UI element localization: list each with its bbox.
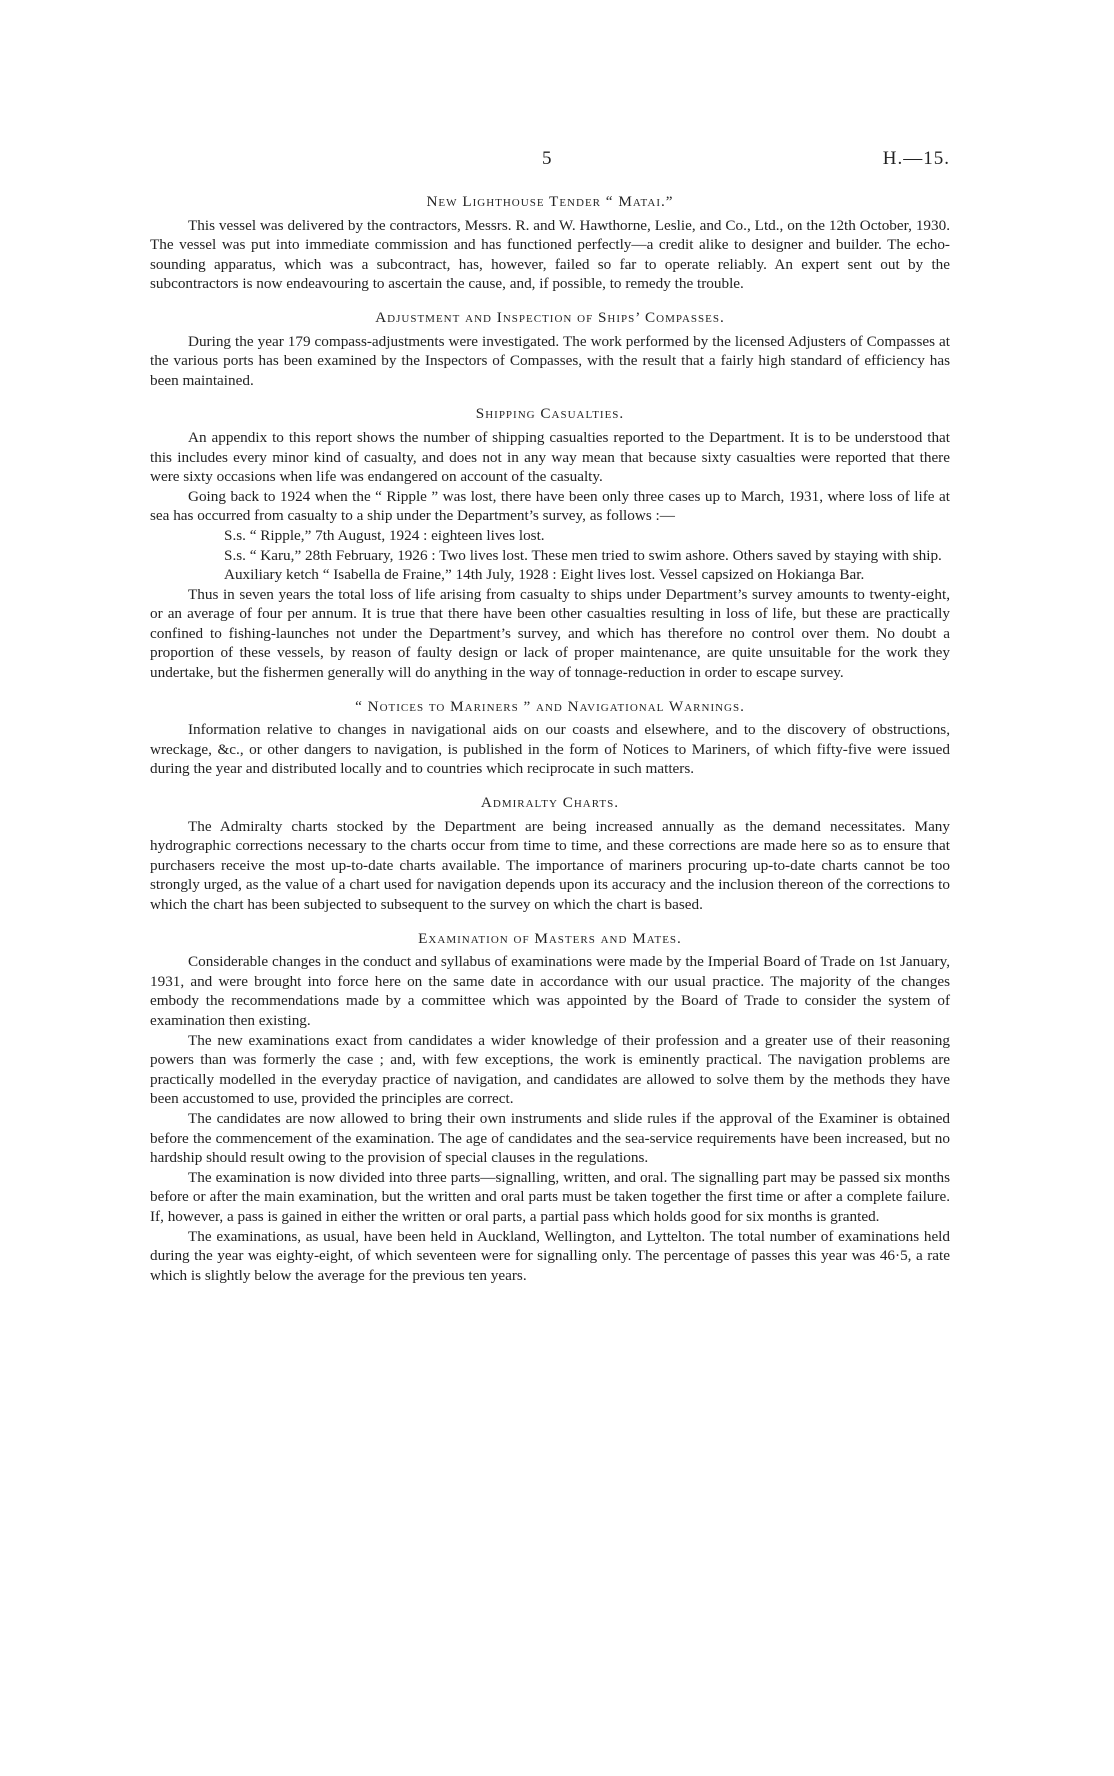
paragraph: Thus in seven years the total loss of life arising from casualty to ships under Department’s survey amounts to twenty-eight, or an average of four per annum. It is true that there have been other casualties resulting in loss of life, but these are practically confined to fishing-launches not under the Department’s survey, and which has therefore no control over them. No doubt a proportion of these vessels, by reason of faulty design or lack of proper maintenance, are quite unsuitable for the work they undertake, but the fishermen generally will do anything in the way of tonnage-reduction in order to escape survey. bbox=[150, 585, 950, 682]
section-heading: Shipping Casualties. bbox=[475, 405, 625, 423]
page-number: 5 bbox=[542, 148, 552, 169]
section-compasses bbox=[150, 308, 950, 390]
paragraph: The examinations, as usual, have been held in Auckland, Wellington, and Lyttelton. The total number of examinations held during the year was eighty-eight, of which seventeen were for signalling only. The percentage of passes this year was 46·5, a rate which is slightly below the average for the previous ten years. bbox=[150, 1227, 950, 1284]
page-header bbox=[150, 148, 950, 172]
section-examination bbox=[150, 929, 950, 1286]
section-lighthouse-tender bbox=[150, 192, 950, 294]
section-heading: New Lighthouse Tender “ Matai.” bbox=[426, 193, 674, 210]
list-item: S.s. “ Karu,” 28th February, 1926 : Two lives lost. These men tried to swim ashore. Others saved by staying with ship. bbox=[224, 546, 942, 564]
paragraph: Information relative to changes in navigational aids on our coasts and elsewhere, and to the discovery of obstructions, wreckage, &c., or other dangers to navigation, is published in the form of Notices to Mariners, of which fifty-five were issued during the year and distributed locally and to countries which reciprocate in such matters. bbox=[150, 721, 950, 778]
paragraph: Going back to 1924 when the “ Ripple ” was lost, there have been only three cases up to March, 1931, where loss of life at sea has occurred from casualty to a ship under the Department’s survey, as follows :— bbox=[150, 487, 950, 525]
paragraph: The candidates are now allowed to bring their own instruments and slide rules if the approval of the Examiner is obtained before the commencement of the examination. The age of candidates and the sea-service requirements have been increased, but no hardship should result owing to the provision of special clauses in the regulations. bbox=[150, 1109, 950, 1167]
casualty-list bbox=[150, 526, 950, 585]
paragraph: An appendix to this report shows the number of shipping casualties reported to the Department. It is to be understood that this includes every minor kind of casualty, and does not in any way mean that because sixty casualties were reported that there were sixty occasions when life was endangered on account of the casualty. bbox=[150, 428, 950, 486]
section-notices-to-mariners bbox=[150, 697, 950, 779]
paragraph: Considerable changes in the conduct and syllabus of examinations were made by the Imperial Board of Trade on 1st January, 1931, and were brought into force here on the same date in accordance with our usual practice. The majority of the changes embody the recommendations made by a committee which was appointed by the Board of Trade to consider the system of examination then existing. bbox=[150, 953, 950, 1029]
paragraph: This vessel was delivered by the contractors, Messrs. R. and W. Hawthorne, Leslie, and Co., Ltd., on the 12th October, 1930. The vessel was put into immediate commission and has functioned perfectly—a credit alike to designer and builder. The echo-sounding apparatus, which was a subcontract, has, however, failed so far to operate reliably. An expert sent out by the subcontractors is now endeavouring to ascertain the cause, and, if possible, to remedy the trouble. bbox=[150, 216, 950, 293]
section-admiralty-charts bbox=[150, 793, 950, 915]
paragraph: During the year 179 compass-adjustments were investigated. The work performed by the licensed Adjusters of Compasses at the various ports has been examined by the Inspectors of Compasses, with the result that a fairly high standard of efficiency has been maintained. bbox=[150, 332, 950, 389]
document-body bbox=[150, 192, 950, 1285]
paragraph: The examination is now divided into three parts—signalling, written, and oral. The signalling part may be passed six months before or after the main examination, but the written and oral parts must be taken together the first time or after a complete failure. If, however, a pass is gained in either the written or oral parts, a partial pass which holds good for six months is granted. bbox=[150, 1168, 950, 1225]
document-reference: H.—15. bbox=[882, 148, 950, 169]
section-heading: “ Notices to Mariners ” and Navigational Warnings. bbox=[355, 697, 745, 715]
section-heading: Admiralty Charts. bbox=[480, 794, 620, 812]
section-heading: Adjustment and Inspection of Ships’ Compasses. bbox=[375, 308, 725, 326]
section-heading: Examination of Masters and Mates. bbox=[418, 929, 682, 947]
list-item: Auxiliary ketch “ Isabella de Fraine,” 14th July, 1928 : Eight lives lost. Vessel capsized on Hokianga Bar. bbox=[224, 566, 865, 584]
list-item: S.s. “ Ripple,” 7th August, 1924 : eighteen lives lost. bbox=[224, 526, 545, 544]
section-shipping-casualties bbox=[150, 404, 950, 682]
paragraph: The new examinations exact from candidates a wider knowledge of their profession and a greater use of their reasoning powers than was formerly the case ; and, with few exceptions, the work is eminently practical. The navigation problems are practically modelled in the everyday practice of navigation, and candidates are allowed to solve them by the methods they have been accustomed to use, provided the principles are correct. bbox=[150, 1031, 950, 1108]
paragraph: The Admiralty charts stocked by the Department are being increased annually as the demand necessitates. Many hydrographic corrections necessary to the charts occur from time to time, and these corrections are made here so as to ensure that purchasers receive the most up-to-date charts available. The importance of mariners procuring up-to-date charts cannot be too strongly urged, as the value of a chart used for navigation depends upon its accuracy and the inclusion thereon of the corrections to which the chart has been subjected to subsequent to the survey on which the chart is based. bbox=[150, 817, 950, 913]
